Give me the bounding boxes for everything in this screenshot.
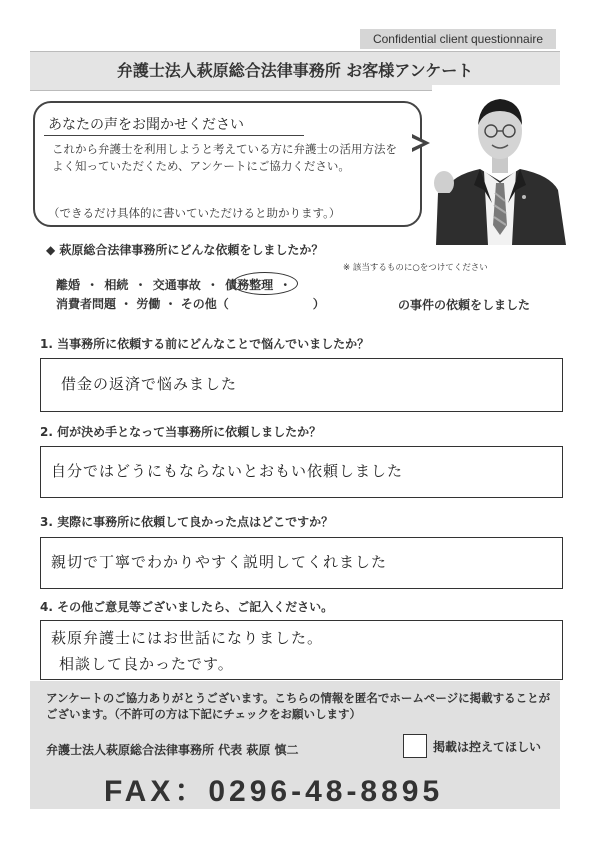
page-title: 弁護士法人萩原総合法律事務所 お客様アンケート [30, 51, 560, 91]
bubble-heading: あなたの声をお聞かせください [48, 117, 244, 133]
question-4-answer-box[interactable] [40, 620, 563, 680]
question-1-label: 1. 当事務所に依頼する前にどんなことで悩んでいましたか？ [40, 337, 370, 351]
question-3-answer-box[interactable] [40, 537, 563, 589]
question-1-answer-box[interactable] [40, 358, 563, 412]
fax-number: FAX：0296-48-8895 [104, 775, 444, 808]
optout-label: 掲載は控えてほしい [433, 740, 542, 754]
question-4-label: 4. その他ご意見等ございましたら、ご記入ください。 [40, 600, 334, 614]
confidential-label: Confidential client questionnaire [360, 29, 556, 49]
question-2-answer-box[interactable] [40, 446, 563, 498]
question-3-answer: 親切で丁寧でわかりやすく説明してくれました [51, 553, 388, 571]
speech-bubble-tail-inner [410, 137, 423, 149]
question-3-label: 3. 実際に事務所に依頼して良かった点はどこですか？ [40, 515, 334, 529]
bubble-body: これから弁護士を利用しようと考えている方に弁護士の活用方法をよく知っていただくため、アンケートにご協力ください。 [52, 142, 397, 173]
bubble-heading-underline [44, 135, 304, 136]
question-2-label: 2. 何が決め手となって当事務所に依頼しましたか？ [40, 425, 322, 439]
question-4-answer-line2: 相談して良かったです。 [59, 655, 234, 673]
optout-checkbox[interactable] [403, 734, 427, 758]
request-suffix: の事件の依頼をしました [398, 298, 531, 312]
request-categories-line1: 離婚 ・ 相続 ・ 交通事故 ・ 債務整理 ・ [56, 278, 292, 292]
footer-thanks: アンケートのご協力ありがとうございます。こちらの情報を匿名でホームページに掲載することがございます。（不許可の方は下記にチェックをお願いします） [46, 691, 551, 721]
selected-category-circle [232, 272, 298, 295]
lawyer-photo [432, 85, 568, 245]
request-question: ◆ 萩原総合法律事務所にどんな依頼をしましたか？ [46, 243, 324, 257]
request-categories-line2: 消費者問題 ・ 労働 ・ その他（ ） [56, 297, 325, 311]
question-2-answer: 自分ではどうにもならないとおもい依頼しました [51, 462, 404, 480]
bubble-note: （できるだけ具体的に書いていただけると助かります。） [48, 206, 341, 220]
footer-signature: 弁護士法人萩原総合法律事務所 代表 萩原 慎二 [46, 743, 299, 757]
request-note: ※ 該当するものに○をつけてください [343, 263, 488, 273]
question-1-answer: 借金の返済で悩みました [61, 375, 238, 393]
question-4-answer-line1: 萩原弁護士にはお世話になりました。 [51, 629, 324, 647]
